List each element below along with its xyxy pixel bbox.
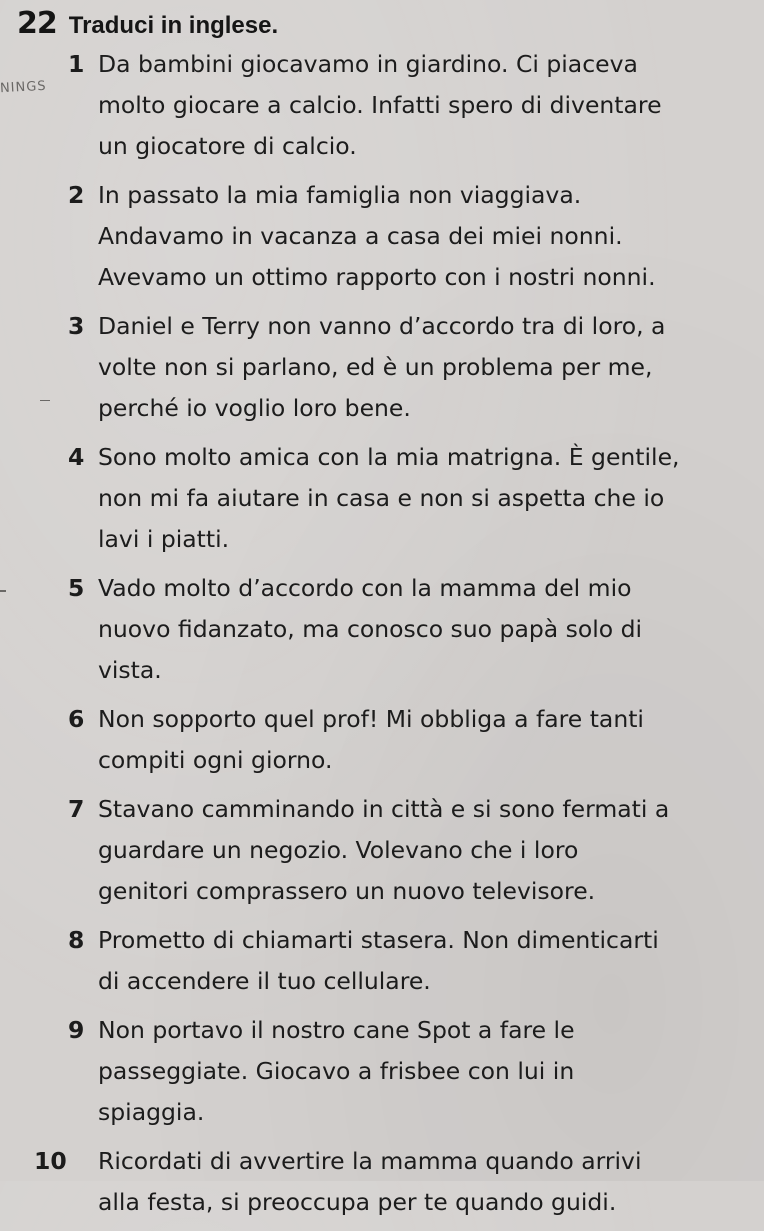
exercise-items (34, 44, 748, 1231)
item-number: 9 (68, 1016, 85, 1044)
list-item (68, 175, 748, 298)
item-text-line: Avevamo un ottimo rapporto con i nostri nonni. (98, 263, 656, 291)
item-text-line: Non portavo il nostro cane Spot a fare le (98, 1016, 575, 1044)
item-number: 10 (34, 1147, 67, 1175)
item-text-line: un giocatore di calcio. (98, 132, 357, 160)
item-text-line: Andavamo in vacanza a casa dei miei nonni. (98, 222, 623, 250)
exercise-title: Traduci in inglese. (68, 12, 279, 39)
item-text-line: volte non si parlano, ed è un problema per me, (98, 353, 653, 381)
list-item (68, 1010, 748, 1133)
item-number: 1 (68, 50, 85, 78)
item-text-line: di accendere il tuo cellulare. (98, 967, 431, 995)
item-text-line: compiti ogni giorno. (98, 746, 333, 774)
item-text-line: Ricordati di avvertire la mamma quando arrivi (98, 1147, 642, 1175)
exercise-number: 22 (17, 6, 57, 41)
item-text-line: spiaggia. (98, 1098, 205, 1126)
item-text-line: In passato la mia famiglia non viaggiava. (98, 181, 582, 209)
item-text-line: lavi i piatti. (98, 525, 230, 553)
list-item (68, 568, 748, 691)
item-number: 6 (68, 705, 85, 733)
item-text-line: genitori comprassero un nuovo televisore. (98, 877, 596, 905)
item-text-line: nuovo fidanzato, ma conosco suo papà solo di (98, 615, 643, 643)
margin-note: NINGS (0, 78, 47, 97)
item-text-line: Vado molto d’accordo con la mamma del mio (98, 574, 632, 602)
margin-tick-mark (40, 400, 50, 401)
list-item (68, 789, 748, 912)
item-text-line: alla festa, si preoccupa per te quando guidi. (98, 1188, 617, 1216)
item-number: 3 (68, 312, 85, 340)
item-text-line: Stavano camminando in città e si sono fermati a (98, 795, 670, 823)
item-number: 7 (68, 795, 85, 823)
list-item (68, 920, 748, 1002)
item-text-line: passeggiate. Giocavo a frisbee con lui in (98, 1057, 575, 1085)
item-number: 5 (68, 574, 85, 602)
item-text-line: guardare un negozio. Volevano che i loro (98, 836, 579, 864)
item-text-line: perché io voglio loro bene. (98, 394, 411, 422)
list-item (68, 44, 748, 167)
item-text-line: non mi fa aiutare in casa e non si aspetta che io (98, 484, 665, 512)
list-item (68, 437, 748, 560)
exercise-heading (17, 6, 278, 41)
item-text-line: molto giocare a calcio. Infatti spero di diventare (98, 91, 662, 119)
item-text-line: Sono molto amica con la mia matrigna. È gentile, (98, 443, 680, 471)
list-item (34, 1141, 748, 1223)
item-number: 8 (68, 926, 85, 954)
item-text-line: Da bambini giocavamo in giardino. Ci piaceva (98, 50, 638, 78)
margin-tick-mark (0, 590, 6, 592)
item-number: 4 (68, 443, 85, 471)
item-text-line: Non sopporto quel prof! Mi obbliga a fare tanti (98, 705, 644, 733)
item-number: 2 (68, 181, 85, 209)
item-text-line: vista. (98, 656, 162, 684)
item-text-line: Daniel e Terry non vanno d’accordo tra di loro, a (98, 312, 666, 340)
item-text-line: Prometto di chiamarti stasera. Non dimenticarti (98, 926, 659, 954)
list-item (68, 699, 748, 781)
list-item (68, 306, 748, 429)
